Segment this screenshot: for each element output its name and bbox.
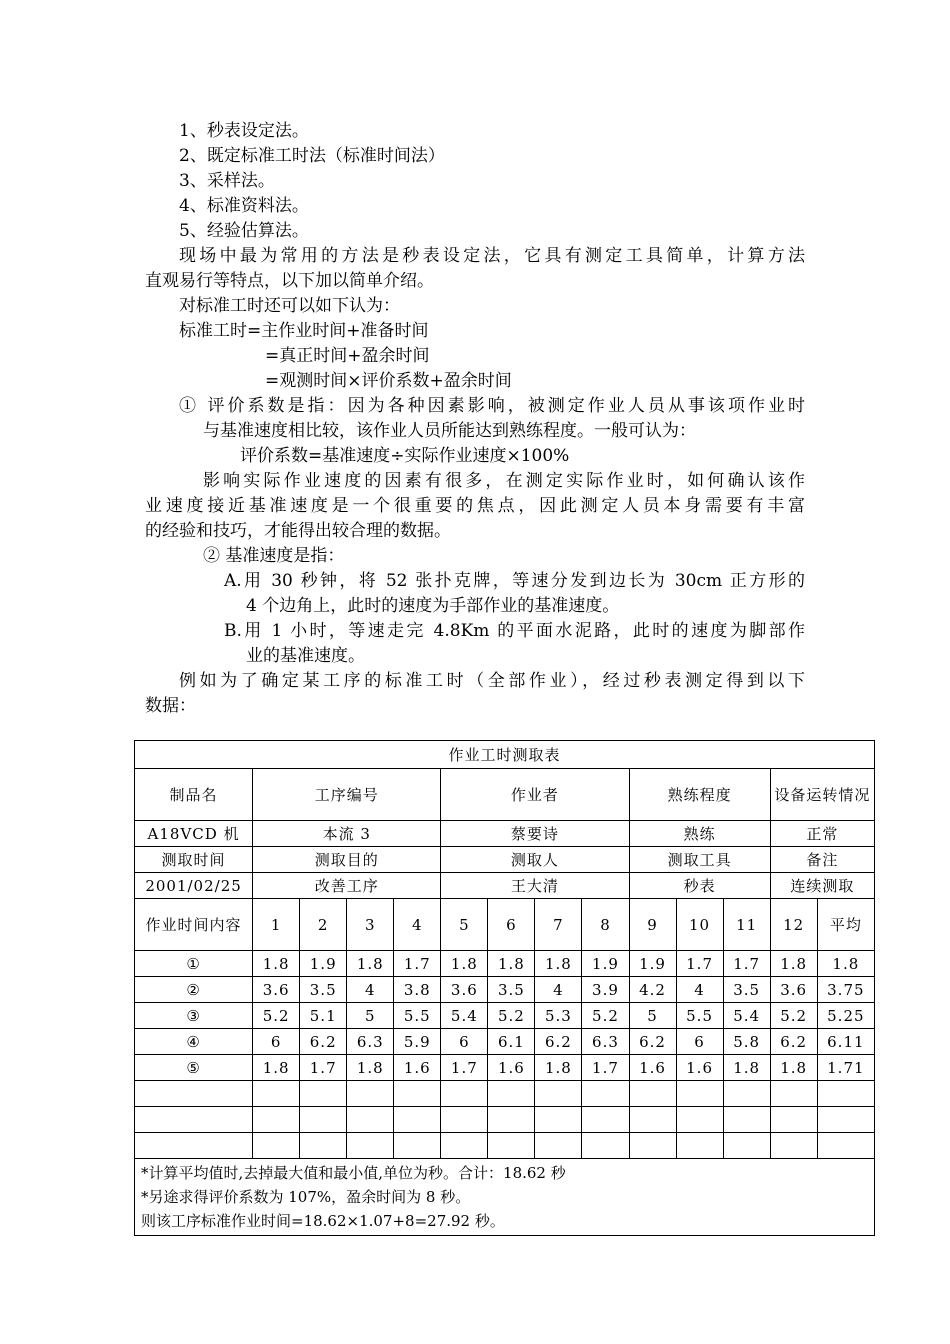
rating-line-1: ① 评价系数是指：因为各种因素影响，被测定作业人员从事该项作业时 bbox=[179, 396, 805, 416]
table-cell: 3.6 bbox=[441, 977, 488, 1003]
column-header-row bbox=[135, 899, 875, 951]
equipment-value: 正常 bbox=[770, 821, 874, 847]
empty-cell bbox=[817, 1107, 874, 1133]
example-line-1: 例如为了确定某工序的标准工时（全部作业），经过秒表测定得到以下 bbox=[179, 671, 805, 691]
table-cell: 6.2 bbox=[535, 1029, 582, 1055]
baseline-a-line-1: A.用 30 秒钟，将 52 张扑克牌，等速分发到边长为 30cm 正方形的 bbox=[224, 571, 805, 591]
empty-cell bbox=[253, 1133, 300, 1159]
col-header: 4 bbox=[394, 899, 441, 951]
table-cell: 4 bbox=[535, 977, 582, 1003]
table-cell: 5.4 bbox=[441, 1003, 488, 1029]
rating-formula: 评价系数=基准速度÷实际作业速度×100% bbox=[240, 446, 570, 466]
table-cell: 1.7 bbox=[582, 1055, 629, 1081]
header-operator: 作业者 bbox=[441, 769, 629, 821]
empty-cell bbox=[347, 1133, 394, 1159]
row-label: ④ bbox=[135, 1029, 253, 1055]
table-cell: 5.1 bbox=[300, 1003, 347, 1029]
definition-eq-2: =真正时间+盈余时间 bbox=[265, 346, 430, 366]
col-header: 12 bbox=[770, 899, 817, 951]
table-cell: 1.8 bbox=[723, 1055, 770, 1081]
method-5: 5、经验估算法。 bbox=[179, 221, 309, 241]
table-cell: 1.6 bbox=[676, 1055, 723, 1081]
table-cell: 1.7 bbox=[300, 1055, 347, 1081]
table-cell: 4 bbox=[676, 977, 723, 1003]
table-cell: 6.3 bbox=[347, 1029, 394, 1055]
empty-cell bbox=[817, 1081, 874, 1107]
table-row bbox=[135, 977, 875, 1003]
col-header: 1 bbox=[253, 899, 300, 951]
baseline-b-line-1: B.用 1 小时，等速走完 4.8Km 的平面水泥路，此时的速度为脚部作 bbox=[224, 621, 805, 641]
table-cell: 3.6 bbox=[253, 977, 300, 1003]
table-cell: 1.6 bbox=[488, 1055, 535, 1081]
empty-cell bbox=[394, 1107, 441, 1133]
empty-cell bbox=[676, 1081, 723, 1107]
table-row bbox=[135, 1055, 875, 1081]
empty-cell bbox=[817, 1133, 874, 1159]
col-header: 平均 bbox=[817, 899, 874, 951]
table-notes bbox=[135, 1159, 875, 1236]
table-cell: 1.7 bbox=[676, 951, 723, 977]
table-cell: 5 bbox=[347, 1003, 394, 1029]
definition-eq-1: 标准工时=主作业时间+准备时间 bbox=[179, 321, 429, 341]
col-header: 3 bbox=[347, 899, 394, 951]
col-header: 6 bbox=[488, 899, 535, 951]
baseline-a-line-2: 4 个边角上，此时的速度为手部作业的基准速度。 bbox=[246, 596, 620, 616]
empty-cell bbox=[347, 1107, 394, 1133]
table-cell: 1.9 bbox=[300, 951, 347, 977]
table-cell: 1.7 bbox=[723, 951, 770, 977]
baseline-b-line-2: 业的基准速度。 bbox=[246, 646, 365, 666]
example-line-2: 数据： bbox=[145, 696, 196, 716]
table-cell: 1.8 bbox=[347, 1055, 394, 1081]
table-row bbox=[135, 951, 875, 977]
table-cell: 3.5 bbox=[300, 977, 347, 1003]
empty-cell bbox=[770, 1107, 817, 1133]
header-measure-tool: 测取工具 bbox=[629, 847, 770, 873]
table-cell: 5.9 bbox=[394, 1029, 441, 1055]
table-cell: 3.6 bbox=[770, 977, 817, 1003]
empty-cell bbox=[300, 1133, 347, 1159]
table-cell: 1.8 bbox=[488, 951, 535, 977]
measure-time-value: 2001/02/25 bbox=[135, 873, 253, 899]
influence-line-1: 影响实际作业速度的因素有很多，在测定实际作业时，如何确认该作 bbox=[203, 471, 805, 491]
empty-cell bbox=[300, 1107, 347, 1133]
operator-value: 蔡要诗 bbox=[441, 821, 629, 847]
table-cell: 5.5 bbox=[394, 1003, 441, 1029]
col-header: 10 bbox=[676, 899, 723, 951]
table-cell: 1.8 bbox=[441, 951, 488, 977]
process-no-value: 本流 3 bbox=[253, 821, 441, 847]
table-cell: 5.5 bbox=[676, 1003, 723, 1029]
empty-cell bbox=[629, 1133, 676, 1159]
table-cell: 5.8 bbox=[723, 1029, 770, 1055]
measure-tool-value: 秒表 bbox=[629, 873, 770, 899]
table-cell: 5.4 bbox=[723, 1003, 770, 1029]
col-header: 5 bbox=[441, 899, 488, 951]
col-header: 8 bbox=[582, 899, 629, 951]
empty-cell bbox=[488, 1081, 535, 1107]
col-header: 7 bbox=[535, 899, 582, 951]
work-time-table bbox=[134, 740, 875, 1236]
empty-cell bbox=[135, 1107, 253, 1133]
col-header: 11 bbox=[723, 899, 770, 951]
table-cell: 5.25 bbox=[817, 1003, 874, 1029]
header-measure-time: 测取时间 bbox=[135, 847, 253, 873]
table-cell: 6.11 bbox=[817, 1029, 874, 1055]
table-cell: 1.6 bbox=[394, 1055, 441, 1081]
empty-cell bbox=[135, 1081, 253, 1107]
rating-line-2: 与基准速度相比较，该作业人员所能达到熟练程度。一般可认为： bbox=[203, 421, 696, 441]
product-value: A18VCD 机 bbox=[135, 821, 253, 847]
empty-cell bbox=[535, 1133, 582, 1159]
table-title: 作业工时测取表 bbox=[135, 741, 875, 769]
note-line-2: *另途求得评价系数为 107%，盈余时间为 8 秒。 bbox=[141, 1188, 471, 1206]
method-1: 1、秒表设定法。 bbox=[179, 121, 309, 141]
table-cell: 1.8 bbox=[770, 1055, 817, 1081]
table-cell: 1.8 bbox=[817, 951, 874, 977]
table-row bbox=[135, 1029, 875, 1055]
header-skill: 熟练程度 bbox=[629, 769, 770, 821]
table-cell: 6.2 bbox=[300, 1029, 347, 1055]
table-cell: 4 bbox=[347, 977, 394, 1003]
table-cell: 1.71 bbox=[817, 1055, 874, 1081]
table-cell: 1.8 bbox=[253, 951, 300, 977]
empty-cell bbox=[253, 1107, 300, 1133]
empty-cell bbox=[582, 1133, 629, 1159]
empty-cell bbox=[629, 1107, 676, 1133]
empty-cell bbox=[629, 1081, 676, 1107]
intro-line-1: 现场中最为常用的方法是秒表设定法，它具有测定工具简单，计算方法 bbox=[179, 246, 805, 266]
table-cell: 1.8 bbox=[535, 1055, 582, 1081]
table-cell: 6 bbox=[253, 1029, 300, 1055]
table-cell: 1.7 bbox=[394, 951, 441, 977]
table-cell: 5.3 bbox=[535, 1003, 582, 1029]
note-line-3: 则该工序标准作业时间=18.62×1.07+8=27.92 秒。 bbox=[141, 1212, 505, 1230]
skill-value: 熟练 bbox=[629, 821, 770, 847]
empty-cell bbox=[770, 1081, 817, 1107]
table-cell: 1.6 bbox=[629, 1055, 676, 1081]
intro-line-2: 直观易行等特点，以下加以简单介绍。 bbox=[145, 271, 434, 291]
row-label: ② bbox=[135, 977, 253, 1003]
table-cell: 1.9 bbox=[582, 951, 629, 977]
empty-cell bbox=[723, 1107, 770, 1133]
empty-cell bbox=[535, 1107, 582, 1133]
table-cell: 1.8 bbox=[347, 951, 394, 977]
empty-cell bbox=[300, 1081, 347, 1107]
method-4: 4、标准资料法。 bbox=[179, 196, 309, 216]
influence-line-2: 业速度接近基准速度是一个很重要的焦点，因此测定人员本身需要有丰富 bbox=[145, 496, 805, 516]
measure-purpose-value: 改善工序 bbox=[253, 873, 441, 899]
empty-cell bbox=[488, 1107, 535, 1133]
header-process-no: 工序编号 bbox=[253, 769, 441, 821]
header-remarks: 备注 bbox=[770, 847, 874, 873]
header-measure-purpose: 测取目的 bbox=[253, 847, 441, 873]
empty-cell bbox=[441, 1081, 488, 1107]
method-2: 2、既定标准工时法（标准时间法） bbox=[179, 146, 445, 166]
header-equipment: 设备运转情况 bbox=[770, 769, 874, 821]
table-cell: 3.8 bbox=[394, 977, 441, 1003]
definition-lead: 对标准工时还可以如下认为： bbox=[179, 296, 400, 316]
empty-cell bbox=[676, 1133, 723, 1159]
empty-cell bbox=[723, 1081, 770, 1107]
empty-cell bbox=[135, 1133, 253, 1159]
empty-cell bbox=[488, 1133, 535, 1159]
row-label: ⑤ bbox=[135, 1055, 253, 1081]
empty-cell bbox=[394, 1133, 441, 1159]
empty-cell bbox=[723, 1133, 770, 1159]
empty-cell bbox=[770, 1133, 817, 1159]
method-3: 3、采样法。 bbox=[179, 171, 275, 191]
empty-cell bbox=[253, 1081, 300, 1107]
table-cell: 3.5 bbox=[723, 977, 770, 1003]
measurer-value: 王大清 bbox=[441, 873, 629, 899]
table-row bbox=[135, 1003, 875, 1029]
table-cell: 3.5 bbox=[488, 977, 535, 1003]
table-cell: 3.75 bbox=[817, 977, 874, 1003]
table-cell: 6.2 bbox=[629, 1029, 676, 1055]
table-cell: 4.2 bbox=[629, 977, 676, 1003]
table-cell: 6.3 bbox=[582, 1029, 629, 1055]
empty-cell bbox=[582, 1081, 629, 1107]
empty-cell bbox=[394, 1081, 441, 1107]
table-cell: 5.2 bbox=[770, 1003, 817, 1029]
table-cell: 5.2 bbox=[488, 1003, 535, 1029]
baseline-heading: ② 基准速度是指： bbox=[203, 546, 345, 566]
note-line-1: *计算平均值时,去掉最大值和最小值,单位为秒。合计：18.62 秒 bbox=[141, 1164, 566, 1182]
empty-cell bbox=[441, 1107, 488, 1133]
table-cell: 5 bbox=[629, 1003, 676, 1029]
header-product: 制品名 bbox=[135, 769, 253, 821]
row-label: ③ bbox=[135, 1003, 253, 1029]
table-cell: 1.7 bbox=[441, 1055, 488, 1081]
empty-cell bbox=[582, 1107, 629, 1133]
definition-eq-3: =观测时间×评价系数+盈余时间 bbox=[265, 371, 512, 391]
empty-cell bbox=[676, 1107, 723, 1133]
row-label: ① bbox=[135, 951, 253, 977]
table-cell: 5.2 bbox=[582, 1003, 629, 1029]
table-cell: 5.2 bbox=[253, 1003, 300, 1029]
table-cell: 1.9 bbox=[629, 951, 676, 977]
remarks-value: 连续测取 bbox=[770, 873, 874, 899]
table-cell: 1.8 bbox=[253, 1055, 300, 1081]
table-cell: 6 bbox=[441, 1029, 488, 1055]
empty-cell bbox=[441, 1133, 488, 1159]
empty-cell bbox=[347, 1081, 394, 1107]
empty-cell bbox=[535, 1081, 582, 1107]
table-cell: 6.2 bbox=[770, 1029, 817, 1055]
table-cell: 3.9 bbox=[582, 977, 629, 1003]
col-header: 9 bbox=[629, 899, 676, 951]
table-cell: 6 bbox=[676, 1029, 723, 1055]
table-cell: 6.1 bbox=[488, 1029, 535, 1055]
col-header: 作业时间内容 bbox=[135, 899, 253, 951]
header-measurer: 测取人 bbox=[441, 847, 629, 873]
col-header: 2 bbox=[300, 899, 347, 951]
table-cell: 1.8 bbox=[770, 951, 817, 977]
influence-line-3: 的经验和技巧，才能得出较合理的数据。 bbox=[145, 521, 451, 541]
table-cell: 1.8 bbox=[535, 951, 582, 977]
